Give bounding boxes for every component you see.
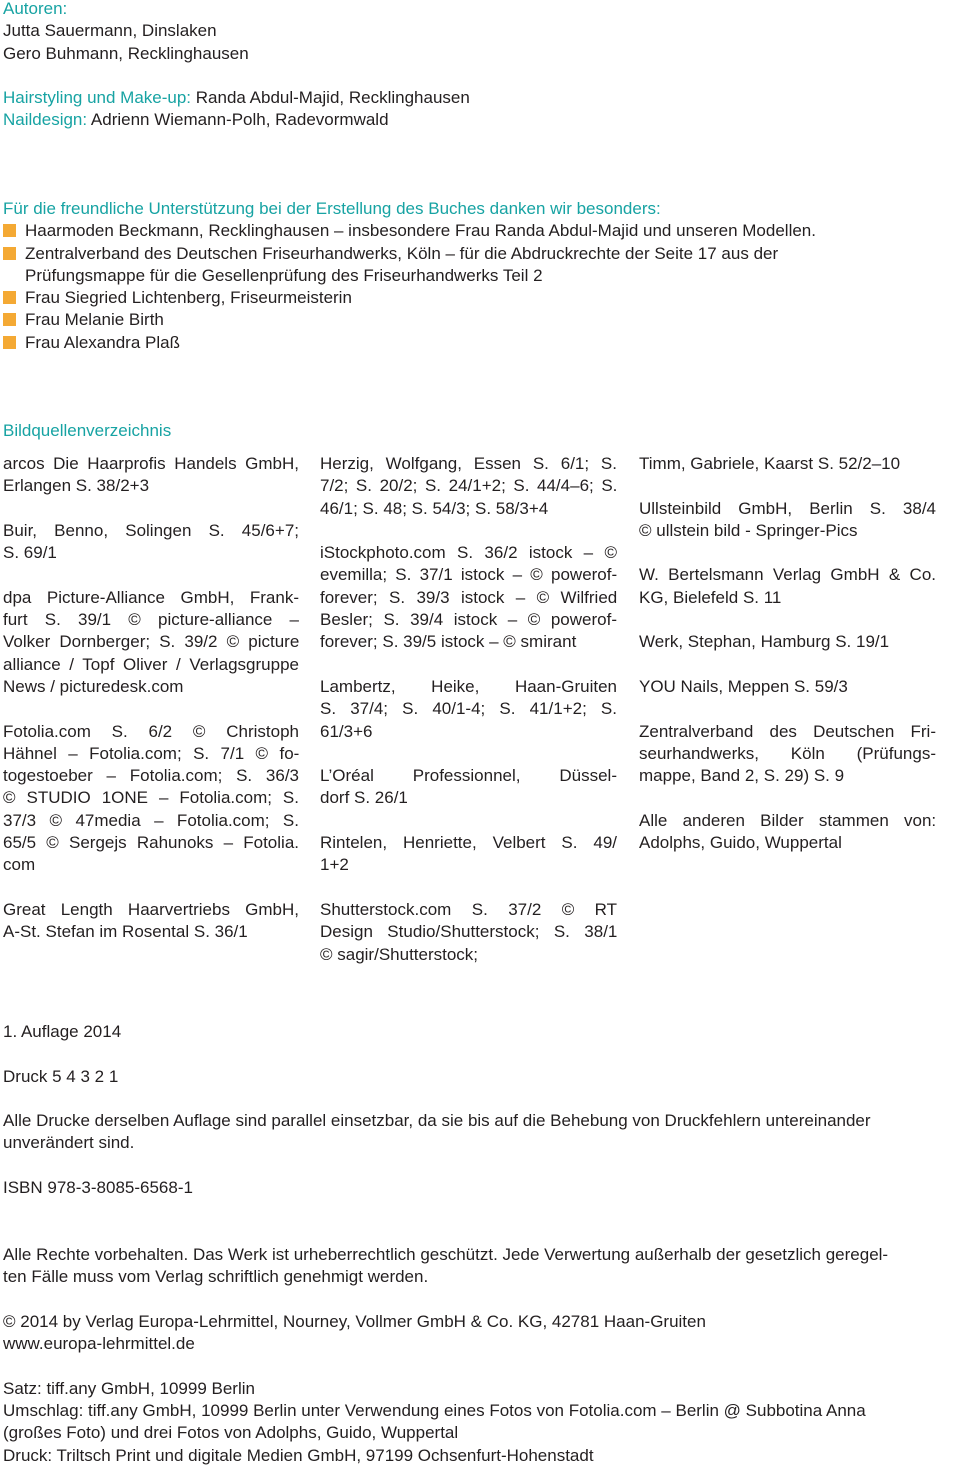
image-source-line: Herzig, Wolfgang, Essen S. 6/1; S. [320,454,617,473]
image-source-line: Hähnel – Fotolia.com; S. 7/1 © fo- [3,743,300,763]
image-sources-column-3 [639,453,936,877]
image-source-line: Zentralverband des Deutschen Fri- [639,721,936,741]
production-credit: Umschlag: tiff.any GmbH, 10999 Berlin unter Verwendung eines Fotos von Fotolia.com – Berlin @ Subbotina Anna [3,1401,866,1421]
production-credit: Druck: Triltsch Print und digitale Medien GmbH, 97199 Ochsenfurt-Hohenstadt [3,1445,594,1465]
image-source-line: forever; S. 39/5 istock – © smirant [320,632,577,652]
image-source-line: alliance / Topf Oliver / Verlagsgruppe [3,654,299,674]
thanks-item: Frau Alexandra Plaß [3,332,953,354]
image-source-line: forever; S. 39/3 istock – © Wilfried [320,587,618,607]
image-source-line: 1+2 [320,855,349,875]
image-source-entry [3,899,299,944]
image-source-line: Fotolia.com S. 6/2 © Christoph [3,721,299,741]
image-source-line: Buir, Benno, Solingen S. 45/6+7; [3,520,299,540]
image-source-line: Alle anderen Bilder stammen von: [639,810,937,830]
credit-value: Randa Abdul-Majid, Recklinghausen [195,88,470,107]
image-sources-column-1 [3,453,299,966]
image-source-line: evemilla; S. 37/1 istock – © powerof- [320,565,618,585]
credit-label: Naildesign: [3,110,88,130]
image-source-line: Design Studio/Shutterstock; S. 38/1 [320,922,618,942]
image-source-line: News / picturedesk.com [3,676,184,696]
website-link[interactable]: www.europa-lehrmittel.de [3,1334,195,1354]
production-credit: Satz: tiff.any GmbH, 10999 Berlin [3,1378,255,1398]
image-source-line: Adolphs, Guido, Wuppertal [639,833,842,853]
image-source-line: com [3,855,36,875]
print-run: Druck 5 4 3 2 1 [3,1066,119,1086]
image-source-entry [639,564,936,609]
credits-block [3,87,470,132]
image-source-entry [3,587,299,698]
credit-value: Adrienn Wiemann-Polh, Radevormwald [90,110,389,130]
image-source-line: W. Bertelsmann Verlag GmbH & Co. [639,565,936,585]
image-source-entry [320,832,617,877]
image-source-line: © STUDIO 1ONE – Fotolia.com; S. [3,788,299,808]
image-source-line: L’Oréal Professionnel, Düssel- [320,766,617,786]
image-source-line: 7/2; S. 20/2; S. 24/1+2; S. 44/4–6; S. [320,476,618,496]
square-bullet-icon [3,247,16,260]
image-source-line: togestoeber – Fotolia.com; S. 36/3 [3,766,299,786]
image-source-line: © ullstein bild - Springer-Pics [639,520,858,540]
imprint-block [3,1021,958,1467]
image-source-entry [639,721,936,788]
author-line: Jutta Sauermann, Dinslaken [3,21,217,41]
rights-notice: Alle Rechte vorbehalten. Das Werk ist urheberrechtlich geschützt. Jede Verwertung außerhalb der gesetzlich geregel- [3,1244,889,1264]
image-source-line: Erlangen S. 38/2+3 [3,476,150,496]
image-source-line: dpa Picture-Alliance GmbH, Frank- [3,587,299,607]
image-source-entry [639,676,936,698]
thanks-heading: Für die freundliche Unterstützung bei der Erstellung des Buches danken wir besonders: [3,199,661,218]
image-source-entry [320,453,617,520]
image-source-line: 61/3+6 [320,721,373,741]
authors-block [3,0,249,65]
credit-hairstyling [3,87,470,109]
image-source-line: KG, Bielefeld S. 11 [639,587,782,607]
square-bullet-icon [3,313,16,326]
thanks-item: Haarmoden Beckmann, Recklinghausen – insbesondere Frau Randa Abdul-Majid und unseren Modellen. [3,220,953,242]
image-source-entry [639,498,936,543]
thanks-item: Frau Siegried Lichtenberg, Friseurmeisterin [3,287,953,309]
image-source-entry [320,676,617,743]
image-source-line: 46/1; S. 48; S. 54/3; S. 58/3+4 [320,498,549,518]
image-source-line: Lambertz, Heike, Haan-Gruiten [320,676,617,696]
isbn: ISBN 978-3-8085-6568-1 [3,1178,193,1198]
image-source-line: furt S. 39/1 © picture-alliance – [3,610,299,630]
credit-label: Hairstyling und Make-up: [3,88,192,107]
thanks-block [3,198,953,354]
parallel-print-note: Alle Drucke derselben Auflage sind parallel einsetzbar, da sie bis auf die Behebung von Druckfehlern untereinander [3,1111,871,1131]
image-source-line: © sagir/Shutterstock; [320,944,479,964]
image-source-line: Volker Dornberger; S. 39/2 © picture [3,632,300,652]
square-bullet-icon [3,291,16,304]
image-source-entry [639,631,936,653]
image-source-line: Rintelen, Henriette, Velbert S. 49/ [320,833,617,853]
image-source-line: Ullsteinbild GmbH, Berlin S. 38/4 [639,498,936,518]
image-source-entry [639,810,936,855]
author-line: Gero Buhmann, Recklinghausen [3,43,249,63]
image-source-line: iStockphoto.com S. 36/2 istock – © [320,543,617,563]
image-sources-heading: Bildquellenverzeichnis [3,421,172,440]
edition: 1. Auflage 2014 [3,1022,122,1041]
image-source-line: mappe, Band 2, S. 29) S. 9 [639,766,845,786]
image-source-line: dorf S. 26/1 [320,788,408,808]
image-source-entry [320,899,617,966]
image-source-line: Great Length Haarvertriebs GmbH, [3,899,299,919]
production-credit: (großes Foto) und drei Fotos von Adolphs, Guido, Wuppertal [3,1423,459,1443]
image-source-line: 65/5 © Sergejs Rahunoks – Fotolia. [3,833,299,853]
image-source-entry [320,765,617,810]
thanks-item: Zentralverband des Deutschen Friseurhandwerks, Köln – für die Abdruckrechte der Seite 17 aus der Prüfungsmappe für die Gesellenprüfung des Friseurhandwerks Teil 2 [3,243,953,288]
image-source-line: Shutterstock.com S. 37/2 © RT [320,899,617,919]
square-bullet-icon [3,336,16,349]
thanks-item: Frau Melanie Birth [3,309,953,331]
image-source-line: YOU Nails, Meppen S. 59/3 [639,676,848,696]
image-source-entry [639,453,936,475]
parallel-print-note: unverändert sind. [3,1133,135,1153]
image-sources-column-2 [320,453,617,988]
image-source-line: 37/3 © 47media – Fotolia.com; S. [3,810,299,830]
image-source-line: S. 69/1 [3,543,57,563]
image-source-entry [3,453,299,498]
image-source-line: seurhandwerks, Köln (Prüfungs- [639,743,936,763]
image-source-entry [320,542,617,653]
image-source-line: S. 37/4; S. 40/1-4; S. 41/1+2; S. [320,699,617,719]
copyright: © 2014 by Verlag Europa-Lehrmittel, Nourney, Vollmer GmbH & Co. KG, 42781 Haan-Gruiten [3,1311,706,1331]
image-source-line: A-St. Stefan im Rosental S. 36/1 [3,922,248,942]
image-source-entry [3,520,299,565]
image-source-line: Timm, Gabriele, Kaarst S. 52/2–10 [639,454,901,473]
credit-naildesign [3,109,470,131]
image-source-line: arcos Die Haarprofis Handels GmbH, [3,454,299,473]
image-source-line: Besler; S. 39/4 istock – © powerof- [320,610,617,630]
image-source-line: Werk, Stephan, Hamburg S. 19/1 [639,632,890,652]
rights-notice: ten Fälle muss vom Verlag schriftlich genehmigt werden. [3,1267,429,1287]
image-source-entry [3,721,299,877]
authors-heading: Autoren: [3,0,68,18]
square-bullet-icon [3,224,16,237]
